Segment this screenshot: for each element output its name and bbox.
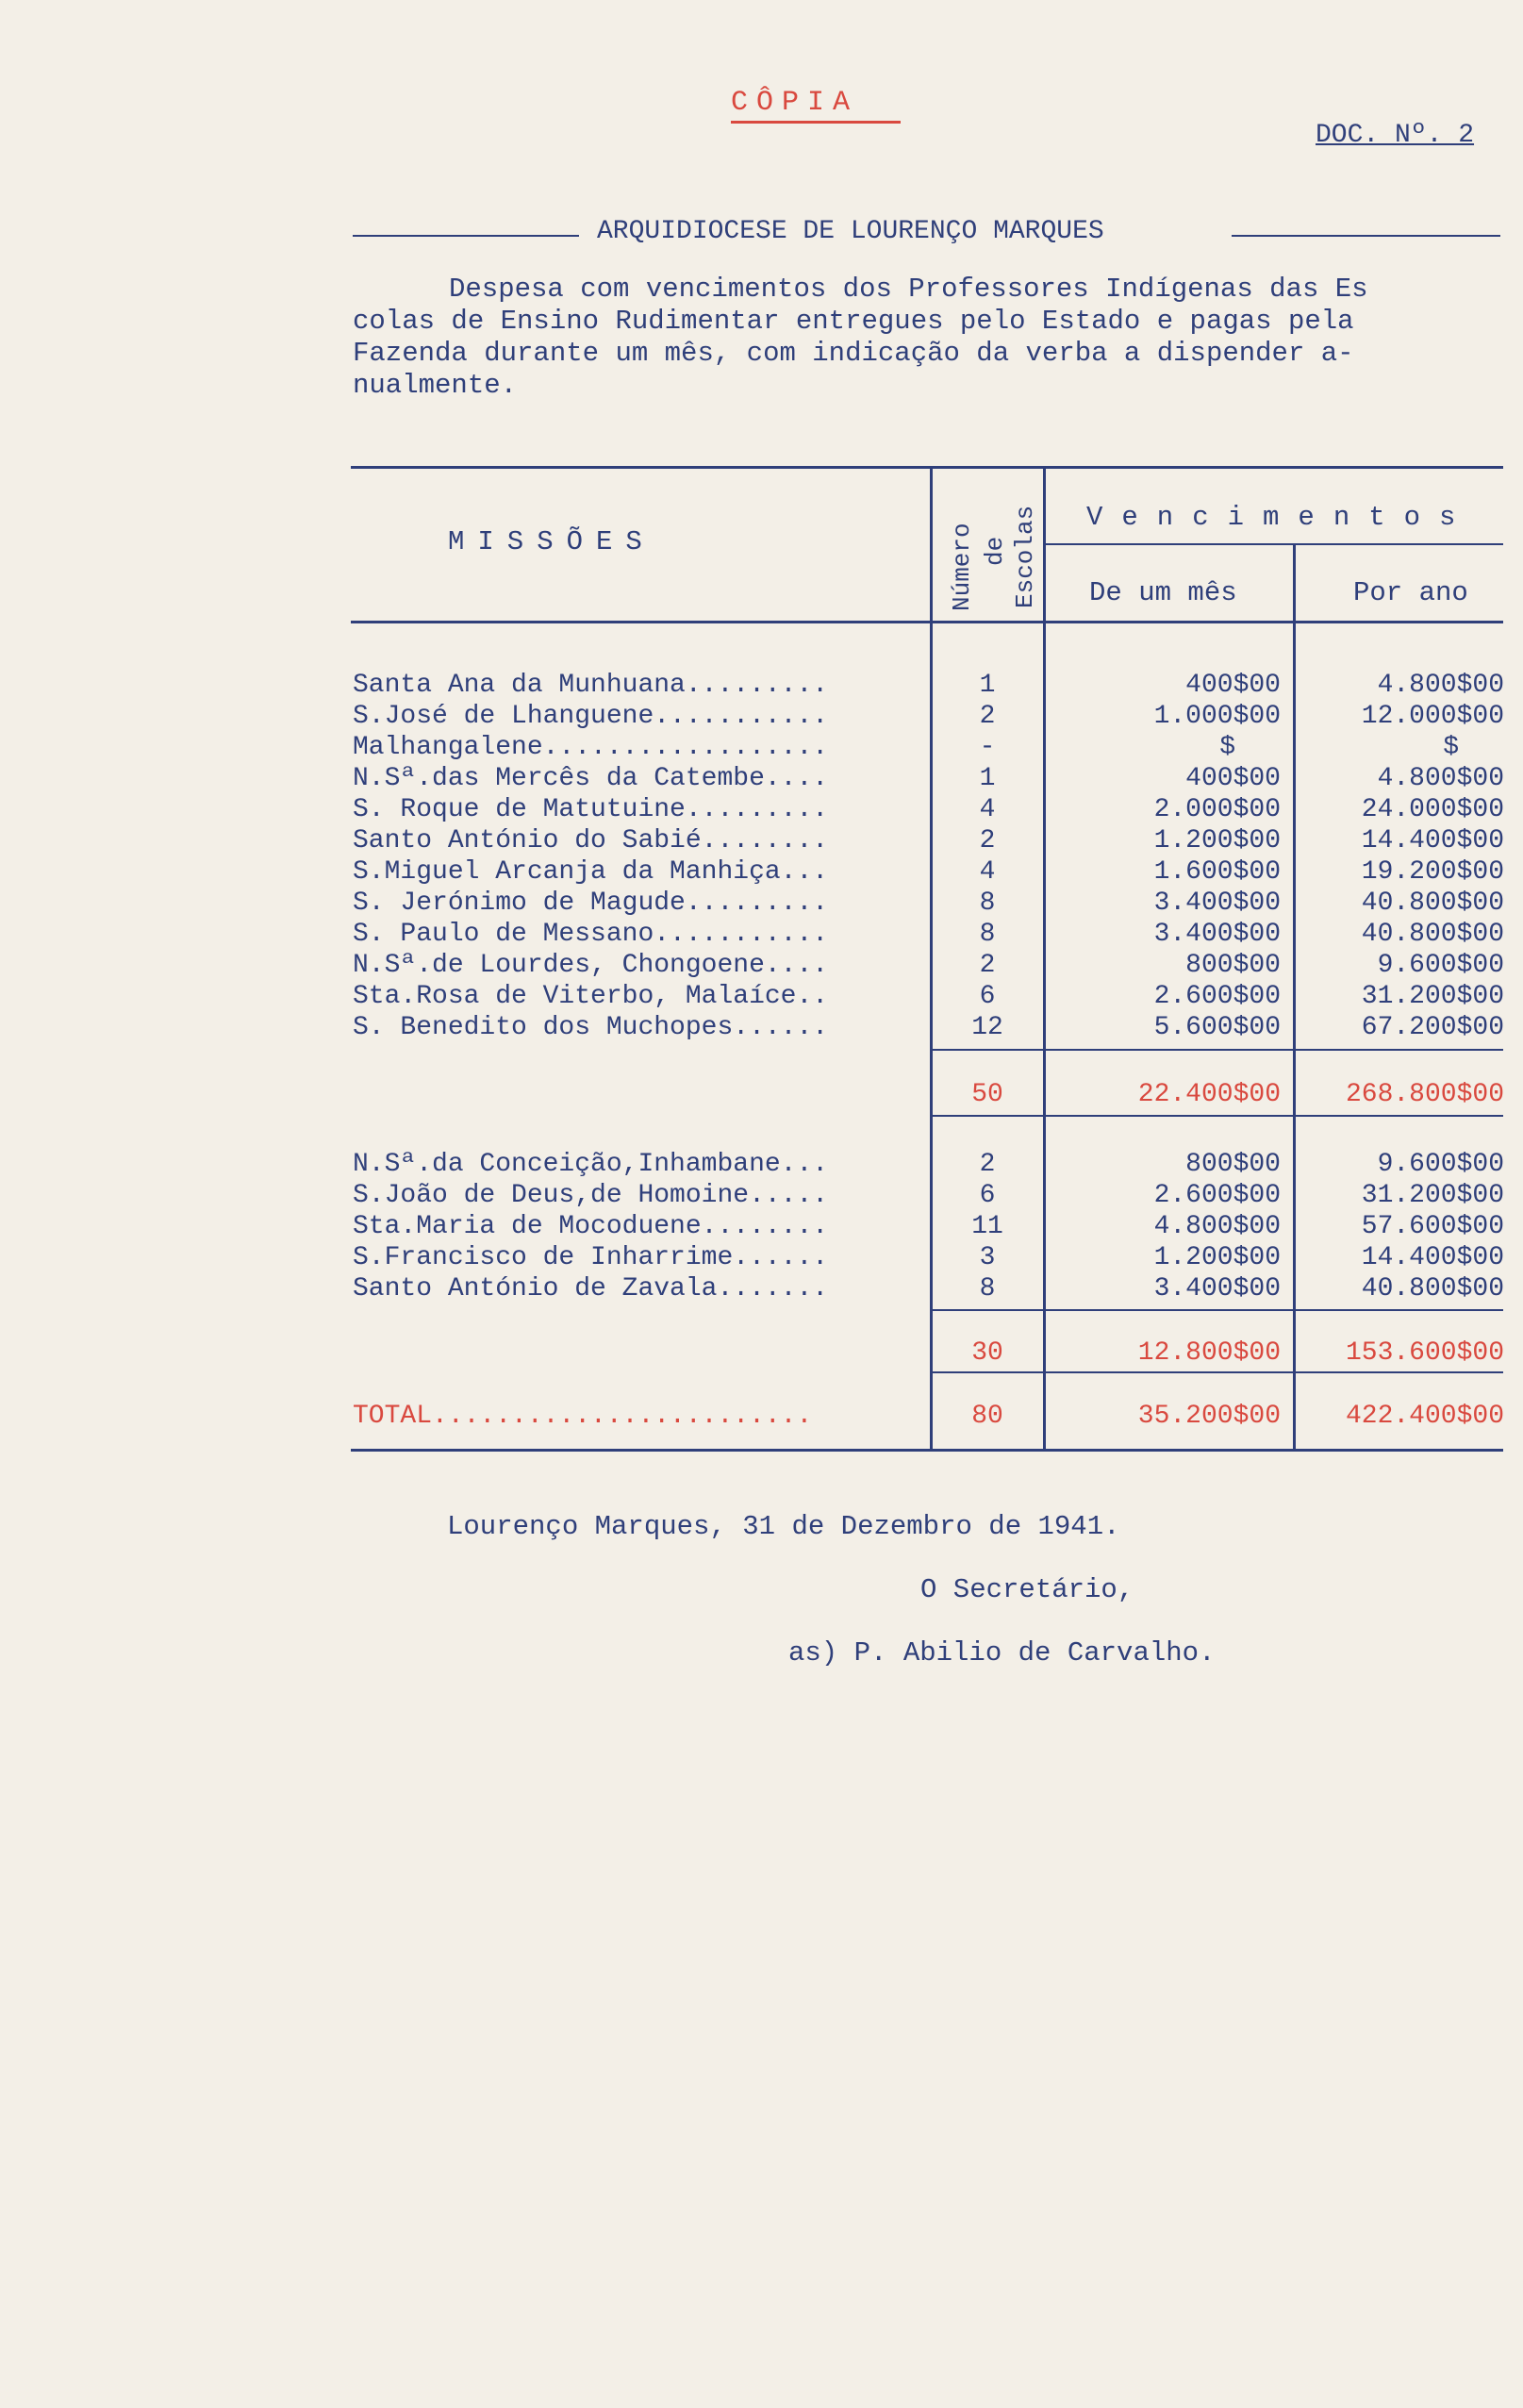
total-month: 35.200$00 [1137,1402,1281,1431]
header-por-ano: Por ano [1353,577,1468,608]
subtotal-1-bottom-rule [930,1115,1503,1117]
intro-paragraph [353,274,1513,402]
row-name: N.Sª.de Lourdes, Chongoene.... [353,951,829,980]
header-de: de [981,536,1009,566]
subtotal-2-year: 153.600$00 [1345,1338,1504,1368]
row-year: 40.800$00 [1361,1274,1504,1304]
row-year: 24.000$00 [1361,795,1504,824]
subtotal-1-top-rule [930,1049,1503,1051]
subtotal-1-year: 268.800$00 [1345,1080,1504,1109]
row-name: S.José de Lhanguene........... [353,702,829,731]
row-year: 14.400$00 [1361,1243,1504,1272]
row-month: 400$00 [1185,671,1281,700]
secretary-role: O Secretário, [920,1574,1134,1605]
place-and-date: Lourenço Marques, 31 de Dezembro de 1941. [447,1511,1120,1542]
total-year: 422.400$00 [1345,1402,1504,1431]
table-header-rule [351,621,1503,623]
row-year: 4.800$00 [1377,671,1504,700]
row-name: Sta.Rosa de Viterbo, Malaíce.. [353,982,829,1011]
row-year: 4.800$00 [1377,764,1504,793]
subtotal-2-month: 12.800$00 [1137,1338,1281,1368]
row-name: S.Francisco de Inharrime...... [353,1243,829,1272]
row-schools: 6 [979,1181,996,1210]
row-month: 4.800$00 [1153,1212,1281,1241]
row-month: 800$00 [1185,951,1281,980]
total-schools: 80 [971,1402,1003,1431]
vencimentos-split-rule [1045,543,1503,545]
row-name: Sta.Maria de Mocoduene........ [353,1212,829,1241]
row-schools: 8 [979,1274,996,1304]
signature-line: as) P. Abilio de Carvalho. [788,1637,1216,1669]
row-name: N.Sª.da Conceição,Inhambane... [353,1150,829,1179]
row-month-value: $ [1219,733,1235,762]
row-year: 57.600$00 [1361,1212,1504,1241]
row-name: Santo António de Zavala....... [353,1274,829,1304]
row-year: 14.400$00 [1361,826,1504,855]
row-year: 9.600$00 [1377,951,1504,980]
row-month: 1.200$00 [1153,826,1281,855]
row-year: 12.000$00 [1361,702,1504,731]
row-name: S. Paulo de Messano........... [353,920,829,949]
subtotal-1-schools: 50 [971,1080,1003,1109]
row-year: 31.200$00 [1361,982,1504,1011]
row-year [1297,732,1504,764]
row-name: S. Benedito dos Muchopes...... [353,1013,829,1042]
row-name: S. Roque de Matutuine......... [353,795,829,824]
total-label: TOTAL........................ [353,1402,813,1431]
row-schools: 8 [979,920,996,949]
row-month: 400$00 [1185,764,1281,793]
row-schools: 4 [979,795,996,824]
header-vencimentos: Vencimentos [1086,502,1475,533]
subtotal-2-schools: 30 [971,1338,1003,1368]
row-name: Santo António do Sabié........ [353,826,829,855]
row-month: 2.000$00 [1153,795,1281,824]
intro-line-2: colas de Ensino Rudimentar entregues pelo Estado e pagas pela [353,306,1354,337]
document-number: DOC. Nº. 2 [1316,121,1475,150]
row-month: 3.400$00 [1153,888,1281,918]
row-name: Malhangalene.................. [353,733,829,762]
row-month: 3.400$00 [1153,920,1281,949]
row-name: Santa Ana da Munhuana......... [353,671,829,700]
subtotal-2-bottom-rule [930,1371,1503,1373]
row-name: S.Miguel Arcanja da Manhiça... [353,857,829,887]
row-schools: 2 [979,702,996,731]
row-year: 9.600$00 [1377,1150,1504,1179]
archdiocese-heading: ARQUIDIOCESE DE LOURENÇO MARQUES [597,217,1104,246]
intro-line-3: Fazenda durante um mês, com indicação da verba a dispender a- [353,338,1354,369]
title-underline [731,121,901,124]
row-schools: 2 [979,1150,996,1179]
subtotal-2-top-rule [930,1309,1503,1311]
row-month [1054,732,1281,764]
intro-line-4: nualmente. [353,370,518,401]
row-schools: 2 [979,826,996,855]
row-name: S.João de Deus,de Homoine..... [353,1181,829,1210]
col-divider-numero [1043,466,1046,1451]
row-month: 800$00 [1185,1150,1281,1179]
row-schools: 11 [971,1212,1003,1241]
header-missoes: MISSÕES [448,526,655,557]
row-year: 40.800$00 [1361,888,1504,918]
row-month: 1.200$00 [1153,1243,1281,1272]
row-month: 1.600$00 [1153,857,1281,887]
subtotal-1-month: 22.400$00 [1137,1080,1281,1109]
header-numero: Número [948,523,976,611]
row-schools: 1 [979,671,996,700]
intro-line-1: Despesa com vencimentos dos Professores Indígenas das Es [449,274,1368,305]
row-schools: 12 [971,1013,1003,1042]
col-divider-mes [1293,543,1296,1451]
row-month: 2.600$00 [1153,982,1281,1011]
row-month: 1.000$00 [1153,702,1281,731]
table-bottom-rule [351,1449,1503,1452]
row-year-value: $ [1443,733,1459,762]
header-escolas: Escolas [1011,505,1039,608]
row-schools: 2 [979,951,996,980]
row-schools: 6 [979,982,996,1011]
row-year: 67.200$00 [1361,1013,1504,1042]
row-name: N.Sª.das Mercês da Catembe.... [353,764,829,793]
row-schools: 4 [979,857,996,887]
row-schools: 1 [979,764,996,793]
document-title: CÔPIA [731,87,859,119]
row-month: 5.600$00 [1153,1013,1281,1042]
row-month: 3.400$00 [1153,1274,1281,1304]
row-schools: 8 [979,888,996,918]
row-year: 40.800$00 [1361,920,1504,949]
row-year: 19.200$00 [1361,857,1504,887]
table-top-rule [351,466,1503,469]
heading-dash-left [353,235,579,237]
heading-dash-right [1232,235,1500,237]
row-year: 31.200$00 [1361,1181,1504,1210]
row-month: 2.600$00 [1153,1181,1281,1210]
row-name: S. Jerónimo de Magude......... [353,888,829,918]
row-schools: 3 [979,1243,996,1272]
header-de-um-mes: De um mês [1089,577,1237,608]
row-schools: - [979,733,996,762]
